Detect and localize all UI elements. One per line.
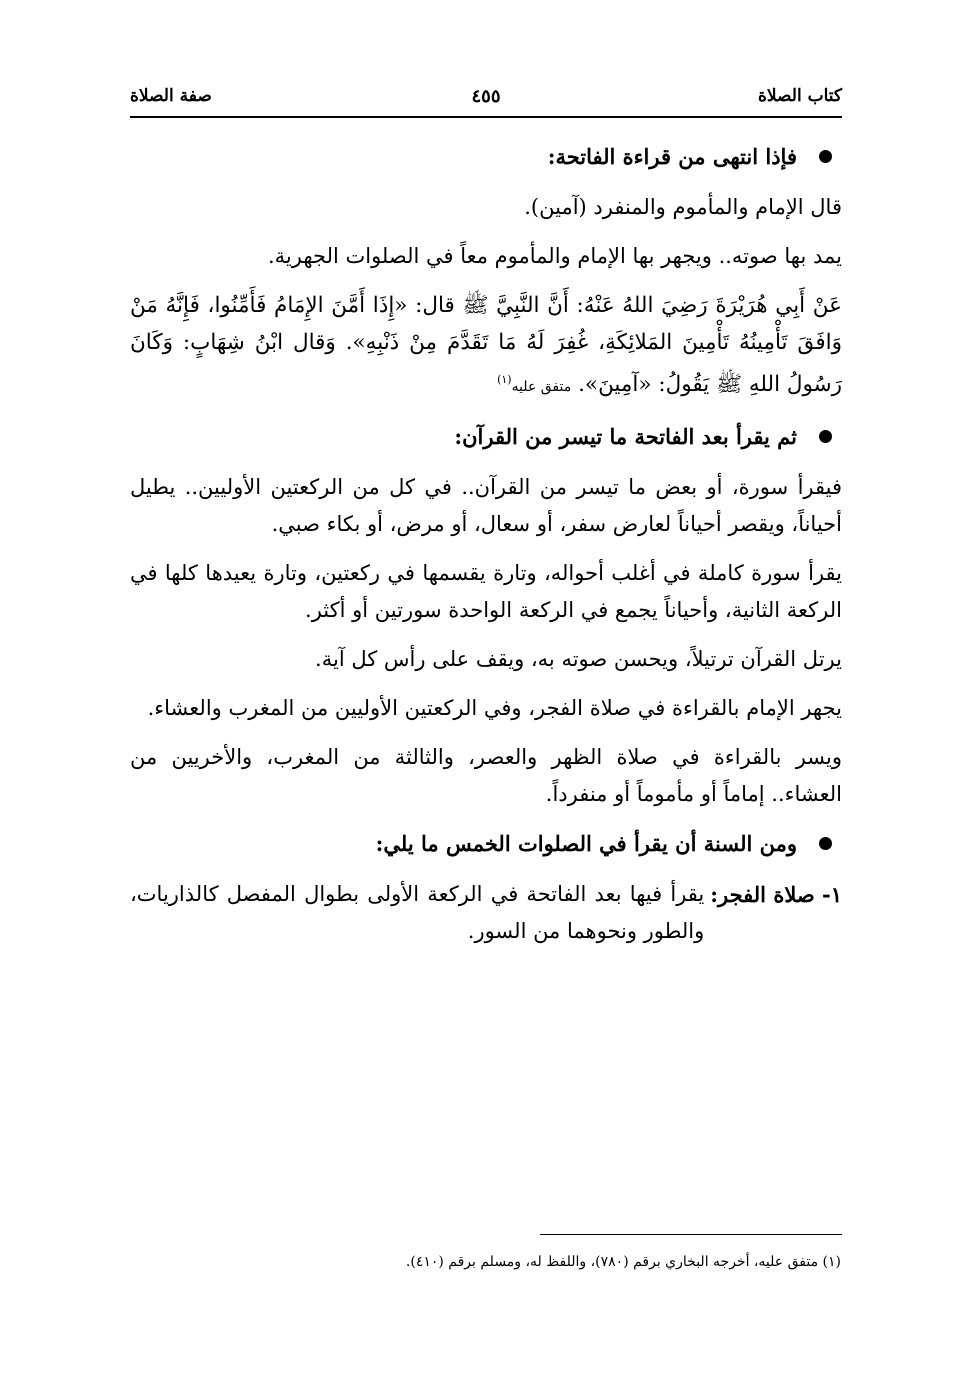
list-item [130,876,842,950]
paragraph: يرتل القرآن ترتيلاً، ويحسن صوته به، ويقف على رأس كل آية. [315,647,842,672]
page-header [130,82,842,118]
hadith-note: متفق عليه [511,379,572,396]
chapter-title: صفة الصلاة [130,86,212,106]
hadith-text: عَنْ أَبِي هُرَيْرَةَ رَضِيَ اللهُ عَنْهُ: أَنَّ النَّبِيَّ ﷺ قال: «إِذَا أَمَّنَ الإِمَامُ فَأَمِّنُوا، فَإِنَّهُ مَنْ وَافَقَ تَأْمِينُهُ تَأْمِينَ المَلائِكَةِ، غُفِرَ لَهُ مَا تَقَدَّمَ مِنْ ذَنْبِهِ». وَقال ابْنُ شِهَابٍ: وَكَانَ رَسُولُ اللهِ ﷺ يَقُولُ: «آمِينَ». [130,293,842,398]
footnote-divider [540,1234,842,1235]
heading-text: ثم يقرأ بعد الفاتحة ما تيسر من القرآن: [454,424,797,450]
bullet-icon [819,150,832,163]
paragraph: ويسر بالقراءة في صلاة الظهر والعصر، والثالثة من المغرب، والأخريين من العشاء.. إماماً أو مأموماً أو منفرداً. [130,745,842,807]
paragraph: يقرأ سورة كاملة في أغلب أحواله، وتارة يقسمها في ركعتين، وتارة يعيدها كلها في الركعة الثانية، وأحياناً يجمع في الركعة الواحدة سورتين أو أكثر. [130,561,842,623]
list-item-text: يقرأ فيها بعد الفاتحة في الركعة الأولى بطوال المفصل كالذاريات، والطور ونحوهما من السور. [130,882,705,944]
section-heading [130,825,842,862]
bullet-icon [819,430,832,443]
paragraph: يجهر الإمام بالقراءة في صلاة الفجر، وفي الركعتين الأوليين من المغرب والعشاء. [147,696,842,721]
heading-text: ومن السنة أن يقرأ في الصلوات الخمس ما يلي: [375,831,797,857]
page-body [130,138,842,960]
section-heading [130,138,842,175]
page-number: ٤٥٥ [471,86,501,107]
paragraph: فيقرأ سورة، أو بعض ما تيسر من القرآن.. في كل من الركعتين الأوليين.. يطيل أحياناً، ويقصر أحياناً لعارض سفر، أو سعال، أو مرض، أو بكاء صبي. [130,475,842,537]
list-item-label: ١- صلاة الفجر: [710,882,842,908]
paragraph: يمد بها صوته.. ويجهر بها الإمام والمأموم معاً في الصلوات الجهرية. [267,244,842,268]
footnote: (١) متفق عليه، أخرجه البخاري برقم (٧٨٠)، واللفظ له، ومسلم برقم (٤١٠). [405,1254,841,1270]
footnote-ref[interactable]: (١) [497,373,512,386]
hadith-quote [130,287,842,406]
paragraph: قال الإمام والمأموم والمنفرد (آمين). [524,195,842,219]
book-title: كتاب الصلاة [757,86,842,106]
bullet-icon [819,837,832,850]
heading-text: فإذا انتهى من قراءة الفاتحة: [547,144,797,169]
section-heading [130,418,842,455]
